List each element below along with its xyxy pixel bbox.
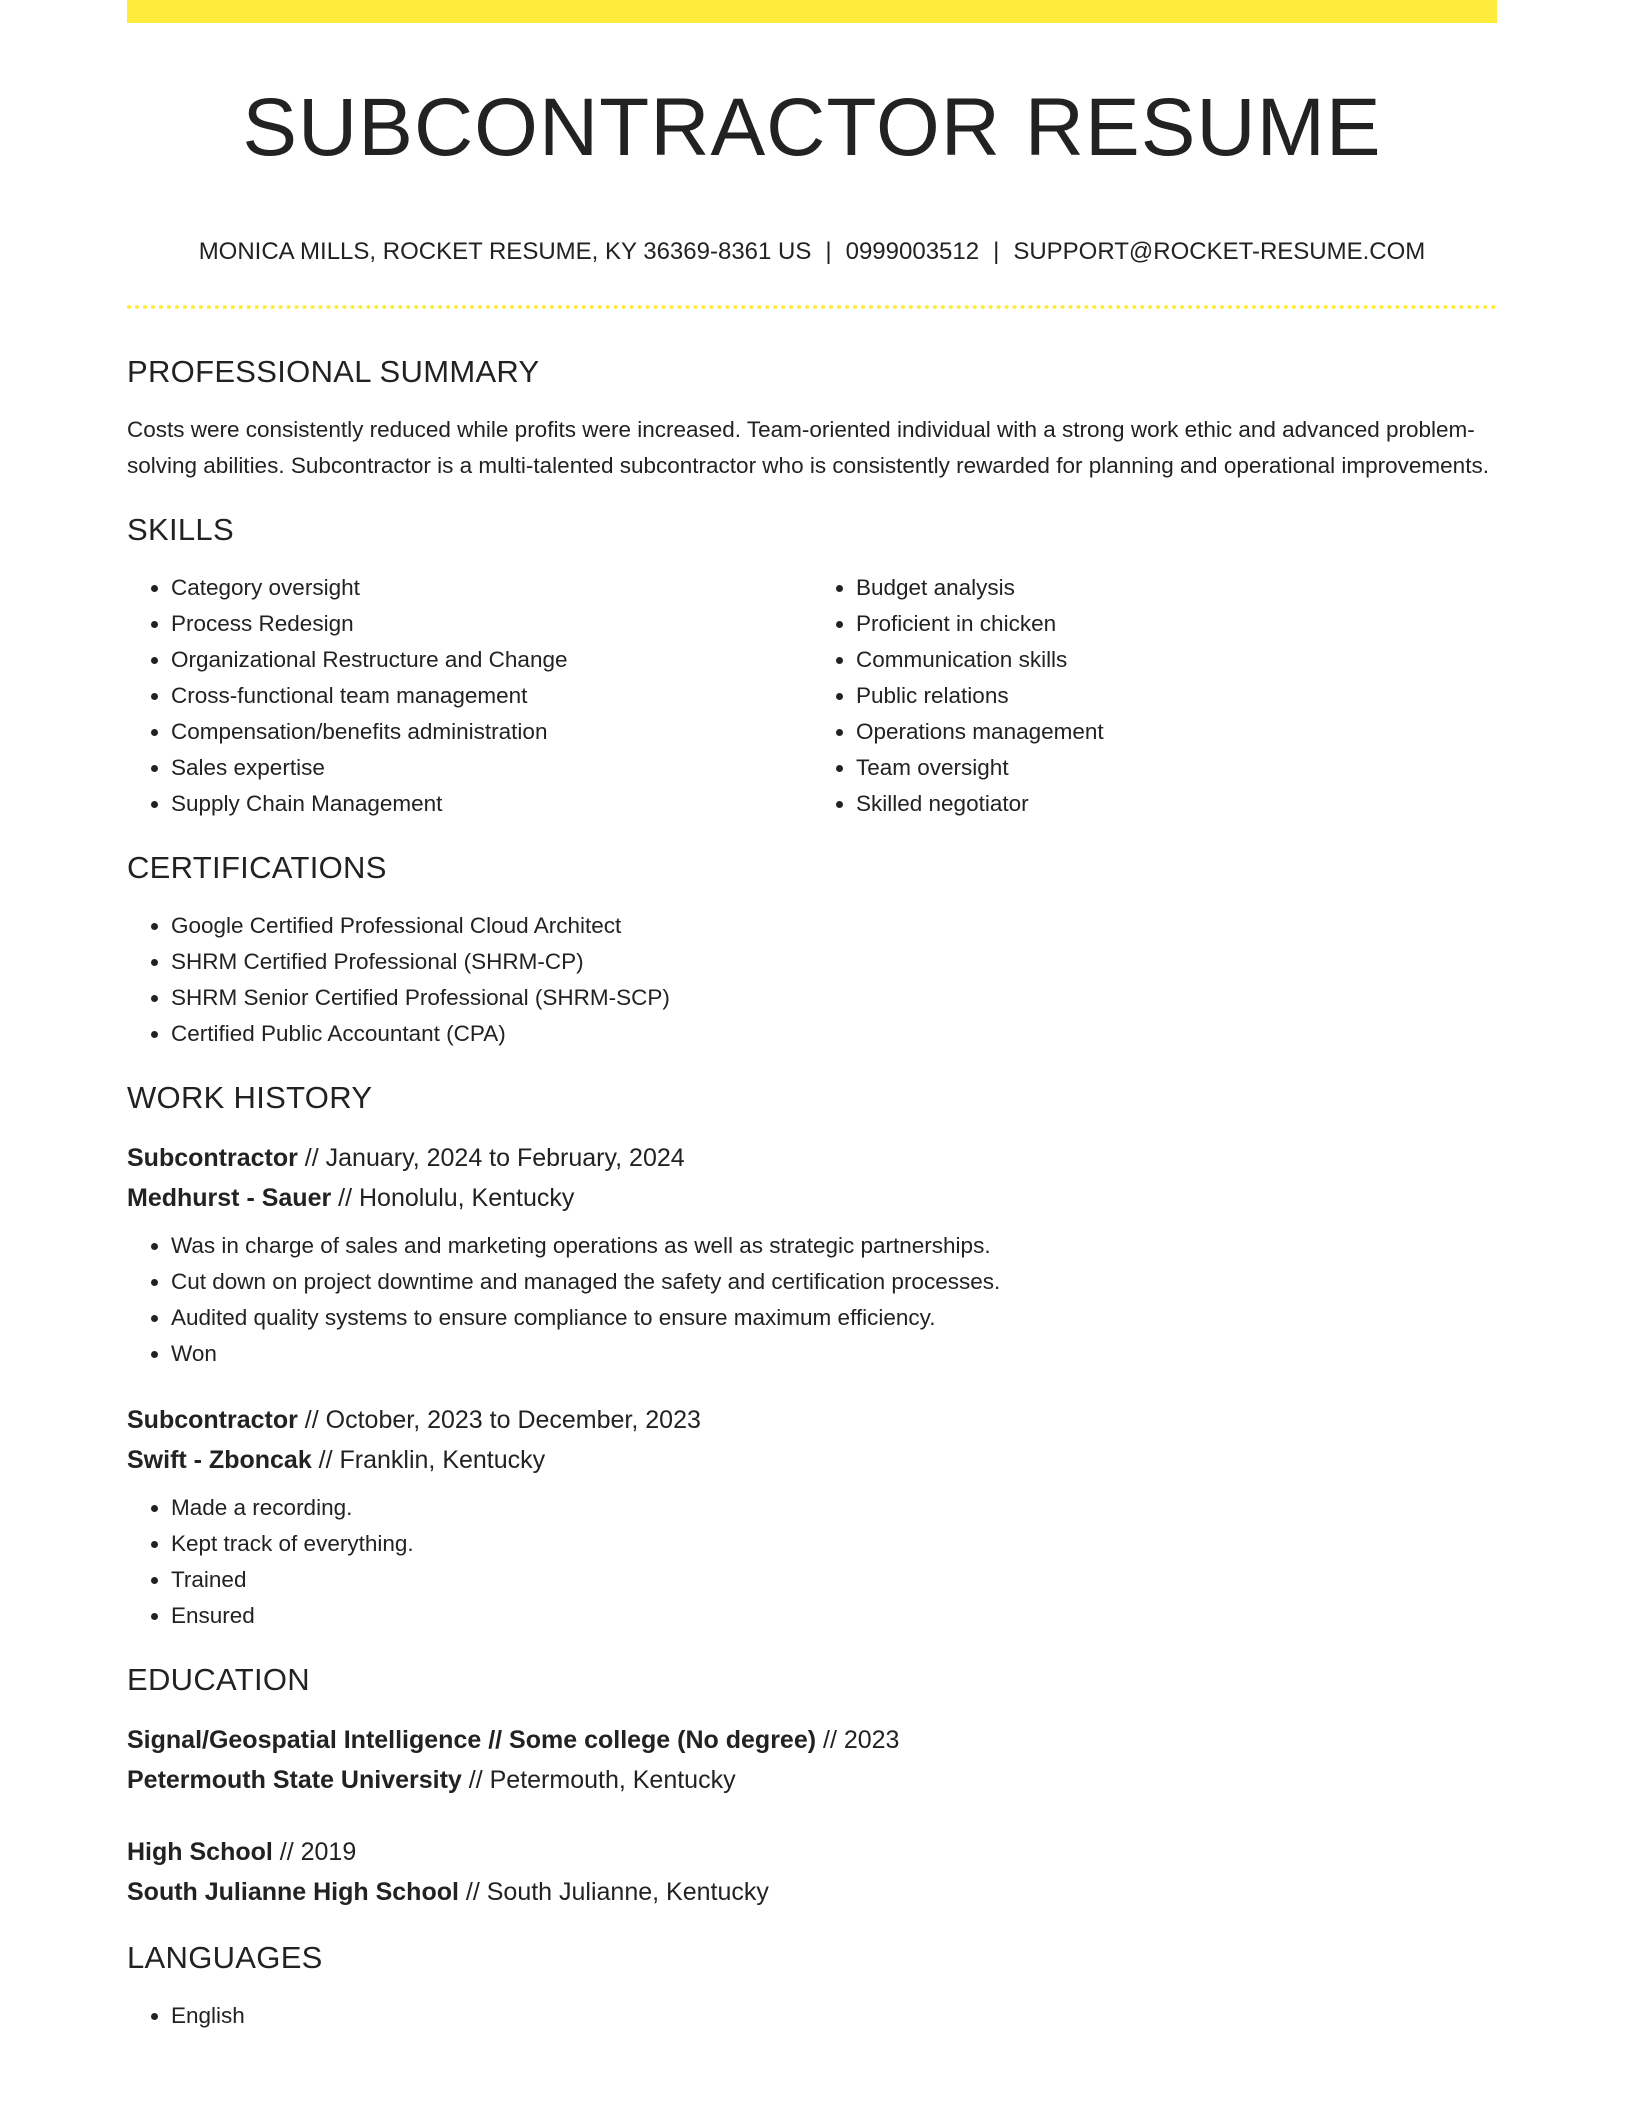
job-bullets (127, 1228, 1497, 1372)
certification-item: • Google Certified Professional Cloud Architect (171, 908, 1497, 944)
skill-item: • Budget analysis (856, 570, 1497, 606)
skill-item: • Supply Chain Management (171, 786, 812, 822)
work-history-heading: WORK HISTORY (127, 1080, 373, 1115)
education-degree: High School (127, 1838, 273, 1866)
job-bullet: • Won (171, 1336, 1497, 1372)
skill-item: • Communication skills (856, 642, 1497, 678)
job-company-line (127, 1178, 1497, 1218)
languages-section (127, 1938, 1497, 2034)
education-degree-line (127, 1720, 1497, 1760)
skill-item: • Skilled negotiator (856, 786, 1497, 822)
education-heading: EDUCATION (127, 1662, 310, 1697)
job-bullet: • Made a recording. (171, 1490, 1497, 1526)
skill-item: • Organizational Restructure and Change (171, 642, 812, 678)
education-year: // 2019 (272, 1838, 357, 1866)
certifications-section (127, 848, 1497, 1052)
education-school: Petermouth State University (127, 1766, 462, 1794)
job-company: Swift - Zboncak (127, 1446, 312, 1474)
education-school: South Julianne High School (127, 1878, 459, 1906)
job-bullet: • Kept track of everything. (171, 1526, 1497, 1562)
summary-text: Costs were consistently reduced while profits were increased. Team-oriented individual with a strong work ethic and advanced problem-solving abilities. Subcontractor is a multi-talented subcontractor who is consistently rewarded for planning and operational improvements. (127, 417, 1489, 478)
education-entry (127, 1832, 1497, 1912)
education-location: // South Julianne, Kentucky (458, 1878, 769, 1906)
education-year: // 2023 (816, 1726, 900, 1754)
contact-address: MONICA MILLS, ROCKET RESUME, KY 36369-8361 US (198, 238, 812, 265)
job-title: Subcontractor (127, 1144, 298, 1172)
certifications-list (127, 908, 1497, 1052)
certification-item: • Certified Public Accountant (CPA) (171, 1016, 1497, 1052)
certifications-heading: CERTIFICATIONS (127, 850, 387, 885)
skill-item: • Cross-functional team management (171, 678, 812, 714)
education-entry (127, 1720, 1497, 1800)
job-bullet: • Cut down on project downtime and managed the safety and certification processes. (171, 1264, 1497, 1300)
skill-item: • Team oversight (856, 750, 1497, 786)
education-school-line (127, 1760, 1497, 1800)
job-title-line (127, 1138, 1497, 1178)
education-degree-line (127, 1832, 1497, 1872)
skills-section (127, 510, 1497, 822)
education-school-line (127, 1872, 1497, 1912)
job-location: // Franklin, Kentucky (311, 1446, 546, 1474)
job-entry (127, 1400, 1497, 1634)
skill-item: • Operations management (856, 714, 1497, 750)
top-accent-bar (127, 0, 1497, 23)
dotted-divider (127, 305, 1497, 309)
summary-section (127, 352, 1497, 484)
certification-item: • SHRM Senior Certified Professional (SHRM-SCP) (171, 980, 1497, 1016)
contact-line (127, 236, 1497, 268)
certification-item: • SHRM Certified Professional (SHRM-CP) (171, 944, 1497, 980)
skills-list-right (812, 570, 1497, 822)
job-dates: // October, 2023 to December, 2023 (297, 1406, 701, 1434)
skill-item: • Process Redesign (171, 606, 812, 642)
summary-heading: PROFESSIONAL SUMMARY (127, 354, 540, 389)
education-degree: Signal/Geospatial Intelligence // Some college (No degree) (127, 1726, 817, 1754)
contact-phone: 0999003512 (845, 238, 980, 265)
job-company-line (127, 1440, 1497, 1480)
skill-item: • Category oversight (171, 570, 812, 606)
contact-email: SUPPORT@ROCKET-RESUME.COM (1013, 238, 1426, 265)
job-company: Medhurst - Sauer (127, 1184, 332, 1212)
contact-separator: | (993, 238, 1000, 265)
job-dates: // January, 2024 to February, 2024 (297, 1144, 685, 1172)
skills-columns (127, 570, 1497, 822)
languages-list (127, 1998, 1497, 2034)
job-bullet: • Audited quality systems to ensure compliance to ensure maximum efficiency. (171, 1300, 1497, 1336)
job-entry (127, 1138, 1497, 1372)
skills-heading: SKILLS (127, 512, 234, 547)
resume-title: SUBCONTRACTOR RESUME (242, 82, 1382, 173)
languages-heading: LANGUAGES (127, 1940, 323, 1975)
job-bullet: • Trained (171, 1562, 1497, 1598)
job-location: // Honolulu, Kentucky (331, 1184, 575, 1212)
job-bullet: • Was in charge of sales and marketing operations as well as strategic partnerships. (171, 1228, 1497, 1264)
language-item: • English (171, 1998, 1497, 2034)
education-section (127, 1660, 1497, 1912)
resume-content (127, 352, 1497, 2034)
skills-list-left (127, 570, 812, 822)
job-title-line (127, 1400, 1497, 1440)
skill-item: • Proficient in chicken (856, 606, 1497, 642)
job-bullet: • Ensured (171, 1598, 1497, 1634)
skill-item: • Public relations (856, 678, 1497, 714)
education-location: // Petermouth, Kentucky (461, 1766, 736, 1794)
contact-separator: | (825, 238, 832, 265)
skill-item: • Sales expertise (171, 750, 812, 786)
work-history-section (127, 1078, 1497, 1634)
job-bullets (127, 1490, 1497, 1634)
skill-item: • Compensation/benefits administration (171, 714, 812, 750)
job-title: Subcontractor (127, 1406, 298, 1434)
